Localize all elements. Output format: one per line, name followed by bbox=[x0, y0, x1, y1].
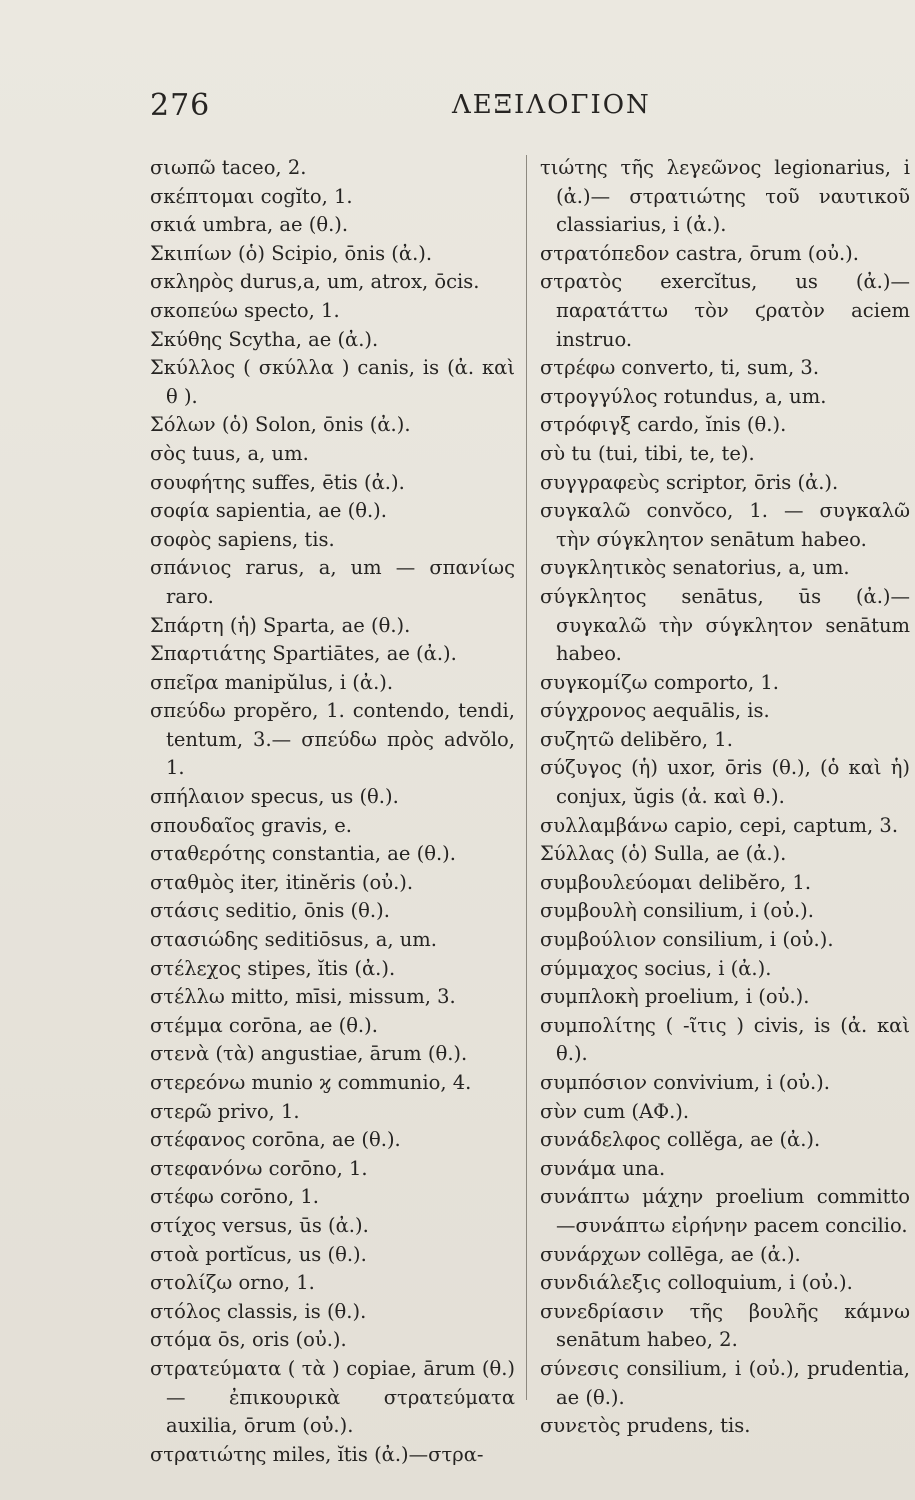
dictionary-entry: συλλαμβάνω capio, cepi, captum, 3. bbox=[540, 813, 899, 837]
dictionary-entry: σπουδαῖος gravis, e. bbox=[150, 813, 352, 837]
dictionary-entry: στάσις seditio, ōnis (θ.). bbox=[150, 899, 390, 923]
running-title: ΛΕΞΙΛΟΓΙΟΝ bbox=[452, 90, 651, 120]
dictionary-entry: Σκύλλος ( σκύλλα ) canis, is (ἀ. καὶ θ ). bbox=[150, 356, 515, 408]
dictionary-entry: τιώτης τῆς λεγεῶνος legionarius, i (ἀ.)— στρατιώτης τοῦ ναυτικοῦ classiarius, i (ἀ.). bbox=[540, 156, 910, 237]
dictionary-entry: σκοπεύω specto, 1. bbox=[150, 298, 340, 322]
dictionary-entry: σὺ tu (tui, tibi, te, te). bbox=[540, 441, 755, 465]
left-column bbox=[150, 154, 515, 1469]
dictionary-entry: στοὰ portĭcus, us (θ.). bbox=[150, 1242, 367, 1266]
dictionary-entry: στρατὸς exercĭtus, us (ἀ.)—παρατάττω τὸν ϛρατὸν aciem instruo. bbox=[540, 270, 910, 351]
dictionary-entry: συγκλητικὸς senatorius, a, um. bbox=[540, 556, 850, 580]
dictionary-entry: σύνεσις consilium, i (οὐ.), prudentia, ae (θ.). bbox=[540, 1356, 910, 1409]
dictionary-entry: συγκομίζω comporto, 1. bbox=[540, 670, 780, 694]
dictionary-entry: σταθερότης constantia, ae (θ.). bbox=[150, 842, 456, 866]
dictionary-entry: σταθμὸς iter, itinĕris (οὐ.). bbox=[150, 870, 414, 894]
dictionary-entry: Σπάρτη (ἡ) Sparta, ae (θ.). bbox=[150, 613, 411, 637]
dictionary-entry: συγγραφεὺς scriptor, ōris (ἀ.). bbox=[540, 470, 839, 494]
dictionary-entry: στερῶ privo, 1. bbox=[150, 1099, 300, 1123]
dictionary-entry: σουφήτης suffes, ētis (ἀ.). bbox=[150, 470, 405, 494]
dictionary-entry: στέφανος corōna, ae (θ.). bbox=[150, 1128, 401, 1152]
dictionary-entry: σπάνιος rarus, a, um — σπανίως raro. bbox=[150, 556, 515, 608]
dictionary-entry: στρέφω converto, ti, sum, 3. bbox=[540, 356, 820, 380]
dictionary-entry: στέμμα corōna, ae (θ.). bbox=[150, 1013, 378, 1037]
dictionary-entry: στίχος versus, ūs (ἀ.). bbox=[150, 1213, 369, 1237]
dictionary-entry: Σπαρτιάτης Spartiātes, ae (ἀ.). bbox=[150, 642, 457, 666]
dictionary-entry: στρατεύματα ( τὰ ) copiae, ārum (θ.) — ἐπικουρικὰ στρατεύματα auxilia, ōrum (οὐ.). bbox=[150, 1356, 515, 1438]
dictionary-entry: συμβουλὴ consilium, i (οὐ.). bbox=[540, 899, 814, 923]
dictionary-entry: στέφω corōno, 1. bbox=[150, 1185, 319, 1209]
dictionary-entry: σπήλαιον specus, us (θ.). bbox=[150, 785, 399, 809]
dictionary-entry: σὸς tuus, a, um. bbox=[150, 441, 309, 465]
dictionary-entry: συμβουλεύομαι delibĕro, 1. bbox=[540, 870, 812, 894]
dictionary-entry: στενὰ (τὰ) angustiae, ārum (θ.). bbox=[150, 1042, 468, 1066]
dictionary-entry: σύγχρονος aequālis, is. bbox=[540, 699, 770, 723]
page-number: 276 bbox=[150, 88, 211, 123]
dictionary-entry: συμπόσιον convivium, i (οὐ.). bbox=[540, 1071, 830, 1094]
dictionary-entry: στεφανόνω corōno, 1. bbox=[150, 1156, 368, 1180]
dictionary-entry: συγκαλῶ convŏco, 1. — συγκαλῶ τὴν σύγκλητον senātum habeo. bbox=[540, 499, 910, 551]
dictionary-entry: σοφία sapientia, ae (θ.). bbox=[150, 499, 387, 523]
page-header bbox=[150, 88, 910, 128]
dictionary-entry: συνάδελφος collĕga, ae (ἀ.). bbox=[540, 1128, 821, 1152]
dictionary-entry: στασιώδης seditiōsus, a, um. bbox=[150, 928, 437, 952]
dictionary-entry: σπεύδω propĕro, 1. contendo, tendi, tentum, 3.— σπεύδω πρὸς advŏlo, 1. bbox=[150, 699, 515, 780]
right-column bbox=[540, 154, 910, 1441]
dictionary-entry: στρογγύλος rotundus, a, um. bbox=[540, 384, 827, 408]
dictionary-entry: Σκύθης Scytha, ae (ἀ.). bbox=[150, 327, 379, 351]
dictionary-entry: σύζυγος (ἡ) uxor, ōris (θ.), (ὁ καὶ ἡ) conjux, ŭgis (ἀ. καὶ θ.). bbox=[540, 756, 910, 809]
dictionary-entry: Σκιπίων (ὁ) Scipio, ōnis (ἀ.). bbox=[150, 241, 433, 265]
dictionary-entry: σύγκλητος senātus, ūs (ἀ.)—συγκαλῶ τὴν σύγκλητον senātum habeo. bbox=[540, 584, 910, 666]
dictionary-entry: σύμμαχος socius, i (ἀ.). bbox=[540, 956, 772, 980]
dictionary-entry: συμπολίτης ( -ῖτις ) civis, is (ἀ. καὶ θ.). bbox=[540, 1013, 910, 1066]
dictionary-entry: στρατιώτης miles, ĭtis (ἀ.)—στρα- bbox=[150, 1442, 484, 1466]
dictionary-entry: Σόλων (ὁ) Solon, ōnis (ἀ.). bbox=[150, 413, 411, 437]
dictionary-entry: σὺν cum (ΑΦ.). bbox=[540, 1099, 690, 1123]
dictionary-entry: σκέπτομαι cogĭto, 1. bbox=[150, 184, 353, 208]
dictionary-entry: σιωπῶ taceo, 2. bbox=[150, 156, 307, 179]
dictionary-entry: συνάρχων collēga, ae (ἀ.). bbox=[540, 1242, 801, 1266]
dictionary-entry: σκιά umbra, ae (θ.). bbox=[150, 213, 349, 237]
dictionary-entry: σκληρὸς durus,a, um, atrox, ōcis. bbox=[150, 270, 480, 294]
dictionary-entry: στρατόπεδον castra, ōrum (οὐ.). bbox=[540, 241, 859, 265]
dictionary-entry: συζητῶ delibĕro, 1. bbox=[540, 727, 733, 751]
dictionary-entry: συμπλοκὴ proelium, i (οὐ.). bbox=[540, 985, 810, 1009]
dictionary-entry: στέλεχος stipes, ĭtis (ἀ.). bbox=[150, 956, 396, 980]
dictionary-entry: συνάμα una. bbox=[540, 1156, 666, 1180]
dictionary-entry: στόλος classis, is (θ.). bbox=[150, 1299, 367, 1323]
dictionary-entry: συνετὸς prudens, tis. bbox=[540, 1414, 751, 1438]
column-divider bbox=[526, 155, 527, 1400]
dictionary-entry: στερεόνω munio ϗ communio, 4. bbox=[150, 1071, 472, 1094]
dictionary-entry: συνδιάλεξις colloquium, i (οὐ.). bbox=[540, 1271, 853, 1295]
dictionary-entry: Σύλλας (ὁ) Sulla, ae (ἀ.). bbox=[540, 842, 787, 866]
dictionary-entry: στρόφιγξ cardo, ĭnis (θ.). bbox=[540, 413, 787, 437]
dictionary-entry: συνεδρίασιν τῆς βουλῆς κάμνω senātum habeo, 2. bbox=[540, 1299, 910, 1352]
dictionary-entry: στόμα ōs, oris (οὐ.). bbox=[150, 1328, 347, 1352]
dictionary-entry: στολίζω orno, 1. bbox=[150, 1271, 315, 1295]
dictionary-entry: σπεῖρα manipŭlus, i (ἀ.). bbox=[150, 670, 394, 694]
dictionary-entry: συνάπτω μάχην proelium committo—συνάπτω εἰρήνην pacem concilio. bbox=[540, 1185, 910, 1237]
dictionary-entry: συμβούλιον consilium, i (οὐ.). bbox=[540, 928, 834, 952]
dictionary-entry: σοφὸς sapiens, tis. bbox=[150, 527, 335, 551]
dictionary-entry: στέλλω mitto, mīsi, missum, 3. bbox=[150, 985, 456, 1009]
